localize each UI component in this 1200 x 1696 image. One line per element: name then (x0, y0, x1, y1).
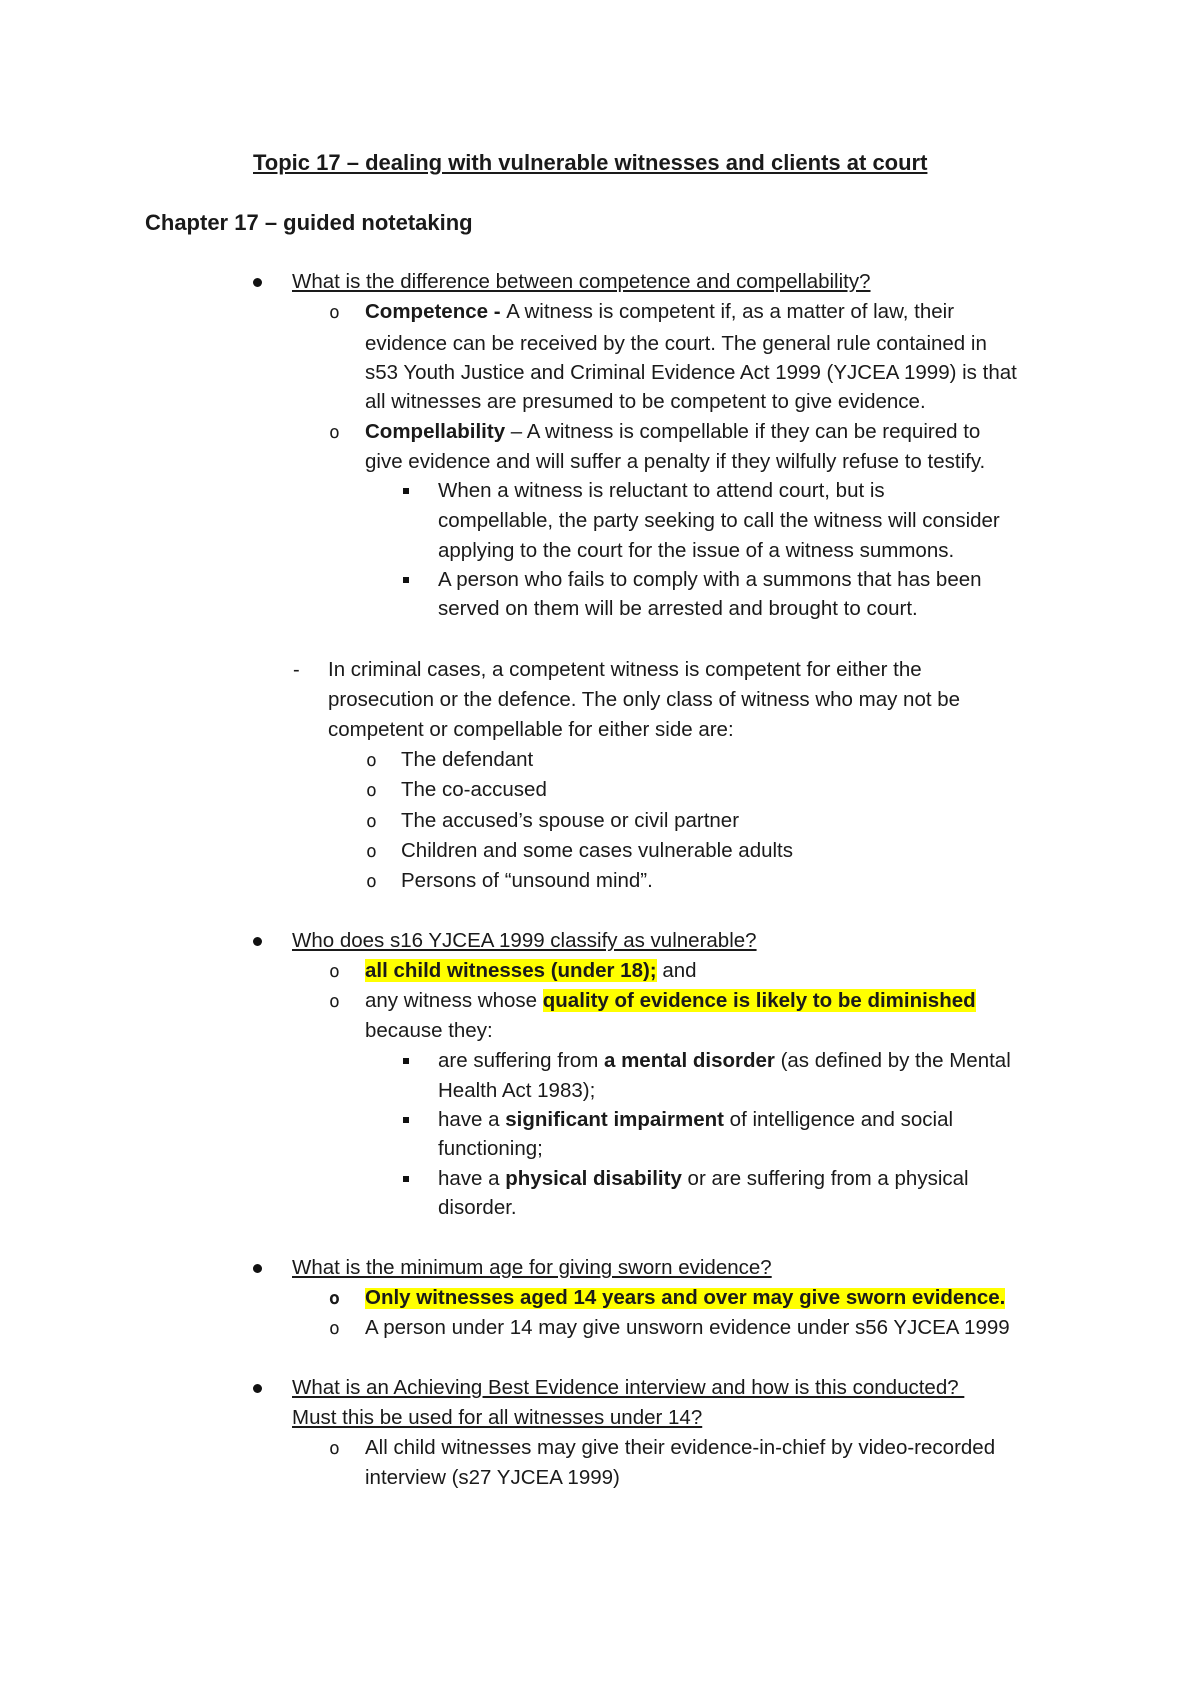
circle-bullet-icon: o (329, 1438, 340, 1459)
sworn-evidence-highlight: Only witnesses aged 14 years and over may give sworn evidence. (365, 1286, 1006, 1309)
circle-bullet-icon: o (329, 1318, 340, 1339)
dash-bullet-icon: - (293, 659, 300, 681)
criminal-line-2: prosecution or the defence. The only class of witness who may not be (328, 688, 961, 711)
question-3: What is the minimum age for giving sworn evidence? (292, 1256, 772, 1279)
item-text: and (656, 959, 697, 982)
compellability-line-2: give evidence and will suffer a penalty if they wilfully refuse to testify. (365, 450, 986, 473)
question-1: What is the difference between competence and compellability? (292, 270, 871, 293)
video-interview-line-2: interview (s27 YJCEA 1999) (365, 1466, 620, 1489)
video-interview-line-1: All child witnesses may give their evidence-in-chief by video-recorded (365, 1436, 996, 1459)
vulnerable-item-2-line-2: because they: (365, 1019, 493, 1042)
question-2: Who does s16 YJCEA 1999 classify as vulnerable? (292, 929, 757, 952)
competence-line-1 (365, 302, 954, 323)
square-bullet-icon (403, 1058, 409, 1064)
question-4-line-2: Must this be used for all witnesses under 14? (292, 1406, 703, 1429)
circle-bullet-icon: o (329, 991, 340, 1012)
highlight-quality-evidence: quality of evidence is likely to be diminished (542, 989, 976, 1012)
competence-line-3: s53 Youth Justice and Criminal Evidence Act 1999 (YJCEA 1999) is that (365, 361, 1017, 384)
vulnerable-item-1 (365, 961, 697, 982)
highlight-child-witnesses: all child witnesses (under 18); (365, 959, 657, 982)
circle-bullet-icon: o (366, 780, 377, 801)
question-4-line-1: What is an Achieving Best Evidence interview and how is this conducted? (292, 1376, 965, 1399)
mental-disorder-line-1 (438, 1051, 1011, 1072)
item-text: are suffering from (438, 1049, 604, 1072)
arrest-line-1: A person who fails to comply with a summons that has been (438, 568, 982, 591)
square-bullet-icon (403, 577, 409, 583)
item-text: of intelligence and social (723, 1108, 954, 1131)
square-bullet-icon (403, 1117, 409, 1123)
bullet-dot-icon (253, 937, 262, 946)
circle-bullet-icon: o (329, 1288, 340, 1309)
criminal-line-1: In criminal cases, a competent witness is competent for either the (328, 658, 922, 681)
item-text: or are suffering from a physical (681, 1167, 969, 1190)
list-item: The co-accused (401, 778, 547, 801)
compellability-text: – A witness is compellable if they can be required to (505, 420, 981, 443)
circle-bullet-icon: o (329, 302, 340, 323)
summons-line-2: compellable, the party seeking to call the witness will consider (438, 509, 1000, 532)
summons-line-3: applying to the court for the issue of a witness summons. (438, 539, 955, 562)
list-item: The defendant (401, 748, 534, 771)
square-bullet-icon (403, 488, 409, 494)
summons-line-1: When a witness is reluctant to attend court, but is (438, 479, 885, 502)
list-item: Persons of “unsound mind”. (401, 869, 653, 892)
item-text: have a (438, 1108, 506, 1131)
circle-bullet-icon: o (366, 811, 377, 832)
circle-bullet-icon: o (366, 750, 377, 771)
mental-disorder-line-2: Health Act 1983); (438, 1079, 596, 1102)
impairment-line-2: functioning; (438, 1137, 543, 1160)
competence-text: A witness is competent if, as a matter of law, their (506, 300, 955, 323)
competence-term: Competence - (365, 300, 507, 323)
bullet-dot-icon (253, 1384, 262, 1393)
criminal-line-3: competent or compellable for either side are: (328, 718, 734, 741)
circle-bullet-icon: o (329, 422, 340, 443)
page-title: Topic 17 – dealing with vulnerable witnesses and clients at court (253, 150, 928, 175)
arrest-line-2: served on them will be arrested and brought to court. (438, 597, 918, 620)
circle-bullet-icon: o (366, 841, 377, 862)
square-bullet-icon (403, 1176, 409, 1182)
physical-line-1 (438, 1169, 969, 1190)
vulnerable-item-2 (365, 991, 976, 1012)
item-text: any witness whose (365, 989, 543, 1012)
item-text: (as defined by the Mental (774, 1049, 1011, 1072)
bullet-dot-icon (253, 278, 262, 287)
unsworn-evidence-item: A person under 14 may give unsworn evidence under s56 YJCEA 1999 (365, 1316, 1010, 1339)
circle-bullet-icon: o (329, 961, 340, 982)
physical-line-2: disorder. (438, 1196, 517, 1219)
circle-bullet-icon: o (366, 871, 377, 892)
chapter-heading: Chapter 17 – guided notetaking (145, 210, 473, 235)
bullet-dot-icon (253, 1264, 262, 1273)
list-item: The accused’s spouse or civil partner (401, 809, 740, 832)
bold-term: significant impairment (505, 1108, 724, 1131)
compellability-term: Compellability (365, 420, 506, 443)
list-item: Children and some cases vulnerable adults (401, 839, 794, 862)
bold-term: physical disability (505, 1167, 682, 1190)
item-text: have a (438, 1167, 506, 1190)
bold-term: a mental disorder (603, 1049, 775, 1072)
competence-line-4: all witnesses are presumed to be competent to give evidence. (365, 390, 926, 413)
compellability-line-1 (365, 422, 980, 443)
impairment-line-1 (438, 1110, 953, 1131)
competence-line-2: evidence can be received by the court. The general rule contained in (365, 332, 987, 355)
